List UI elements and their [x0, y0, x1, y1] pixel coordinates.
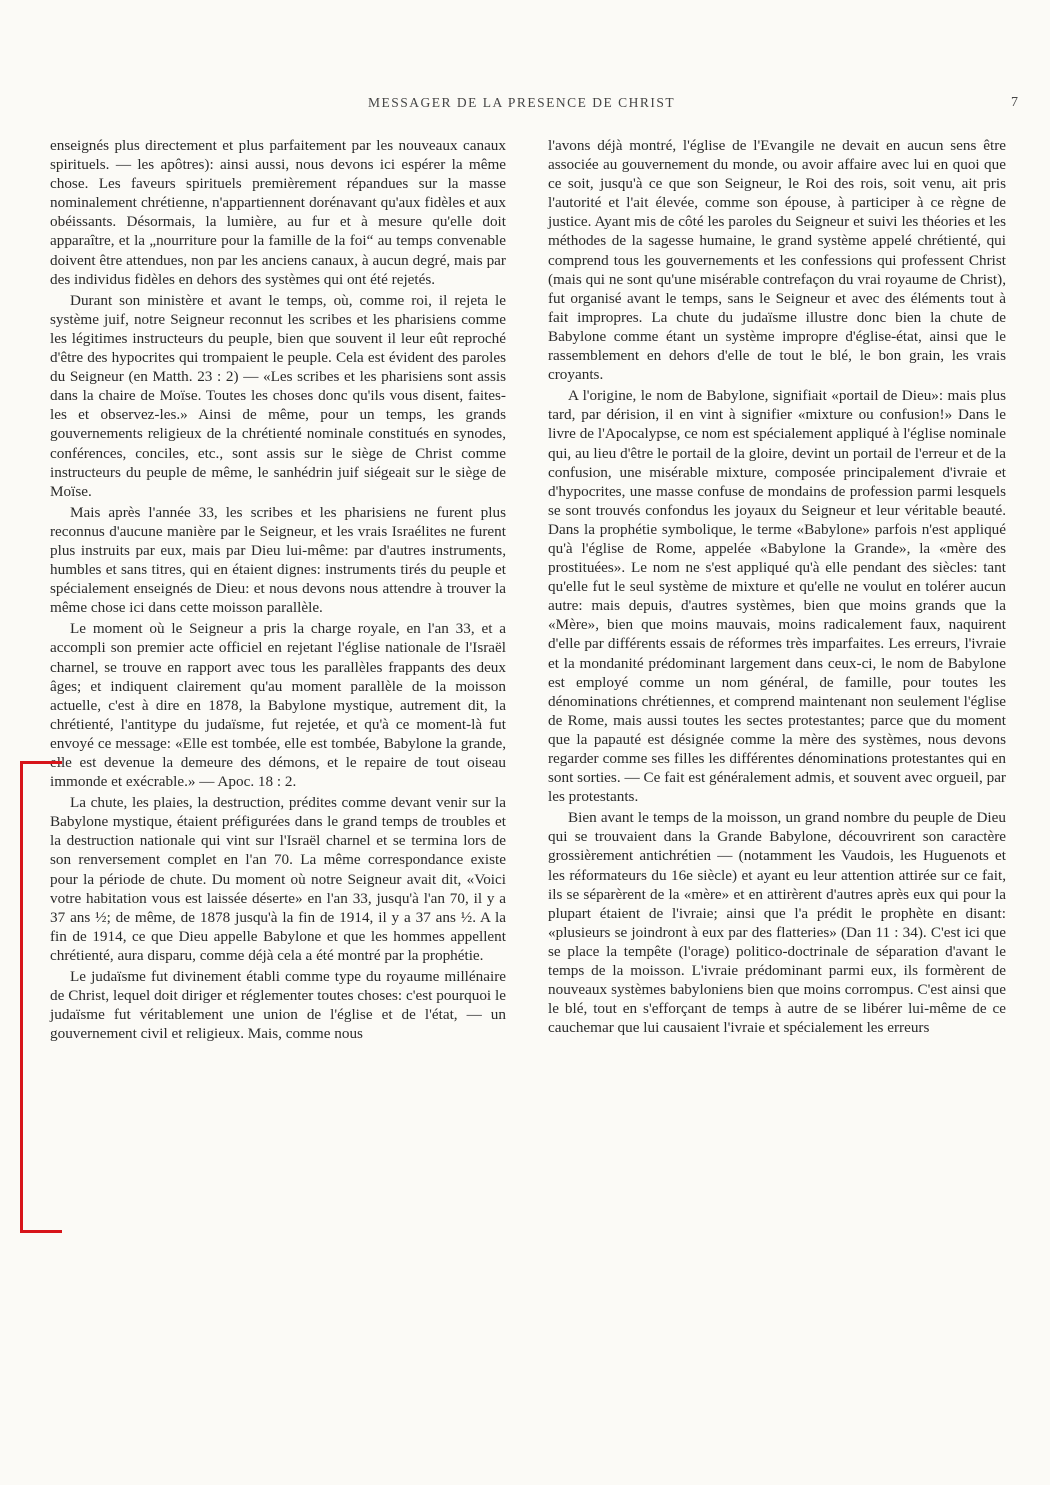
page-header: [48, 95, 1018, 117]
running-title: MESSAGER DE LA PRESENCE DE CHRIST: [368, 95, 676, 110]
paragraph: Bien avant le temps de la moisson, un grand nombre du peuple de Dieu qui se trouvaient dans la Grande Babylone, découvrirent son caractère grossièrement antichrétien — (notamment les Vaudois, les Huguenots et les réformateurs du 16e siècle) et ayant eu leur attention attirée sur ce fait, ils se séparèrent de la «mère» et en attirèrent d'autres après eux qui pour la plupart étaient de l'ivraie; ainsi que l'a prédit le prophète en disant: «plusieurs se joindront à eux par des flatteries» (Dan 11 : 34). C'est ici que se place la tempête (l'orage) politico-doctrinale de séparation d'avant le temps de la moisson. L'ivraie prédominant parmi eux, ils formèrent de nouveaux systèmes babyloniens bien que moins corrompus. C'est ainsi que le blé, tout en s'efforçant de temps à autre de se libérer lui-même de ce cauchemar que lui causaient l'ivraie et spécialement les erreurs: [548, 809, 1006, 1037]
right-column: [548, 136, 1006, 1037]
highlighted-paragraph: Le moment où le Seigneur a pris la charge royale, en l'an 33, et a accompli son premier acte officiel en rejetant l'église nationale de l'Israël charnel, se trouve en rapport avec tous les parallèles frappants des deux âges; et indiquent clairement qu'au moment parallèle de la moisson actuelle, c'est à dire en 1878, la Babylone mystique, autrement dit, la chrétienté, l'antitype du judaïsme, fut rejetée, et qu'à ce moment-là fut envoyé ce message: «Elle est tombée, elle est tombée, Babylone la grande, elle est devenue la demeure des démons, et le repaire de tout oiseau immonde et exécrable.» — Apoc. 18 : 2.: [50, 620, 506, 791]
paragraph: enseignés plus directement et plus parfaitement par les nouveaux canaux spirituels. — les apôtres): ainsi aussi, nous devons ici espérer la même chose. Les faveurs spirituels premièrement répandues sur la masse nominalement chrétienne, n'appartiennent dorénavant qu'aux fidèles et aux obéissants. Désormais, la lumière, au fur et à mesure qu'elle doit apparaître, et la „nourriture pour la famille de la foi“ au temps convenable doivent être attendues, non par les anciens canaux, à aucun degré, mais par des individus fidèles en dehors des systèmes qui ont été rejetés.: [50, 137, 506, 288]
paragraph: l'avons déjà montré, l'église de l'Evangile ne devait en aucun sens être associée au gouvernement du monde, ou avoir affaire avec lui en quoi que ce soit, jusqu'à ce que son Seigneur, le Roi des rois, soit venu, ait pris l'autorité et l'ait élevée, comme son épouse, à participer à ce règne de justice. Ayant mis de côté les paroles du Seigneur et suivi les théories et les méthodes de la sagesse humaine, le grand système appelé chrétienté, qui comprend tous les gouvernements et les confessions qui professent Christ (mais qui ne sont qu'une misérable contrefaçon du vrai royaume de Christ), fut organisé avant le temps, sans le Seigneur et avec des éléments tout à fait impropres. La chute du judaïsme illustre donc bien la chute de Babylone comme étant un système impropre d'église-état, ainsi que le rassemblement en dehors d'elle de tout le blé, le bon grain, les vrais croyants.: [548, 137, 1006, 384]
page-number: 7: [1011, 95, 1018, 110]
highlighted-paragraph: La chute, les plaies, la destruction, prédites comme devant venir sur la Babylone mystique, étaient préfigurées dans le grand temps de troubles et la destruction nationale qui vint sur l'Israël charnel et se termina lors de son renversement complet en l'an 70. La même correspondance existe pour la période de chute. Du moment où notre Seigneur avait dit, «Voici votre habitation vous est laissée déserte» en l'an 33, jusqu'à l'an 70, il y a 37 ans ½; de même, de 1878 jusqu'à la fin de 1914, il y a 37 ans ½. A la fin de 1914, ce que Dieu appelle Babylone et que les hommes appellent chrétienté, aura disparu, comme déjà cela a été montré par la prophétie.: [50, 794, 506, 964]
paragraph: Le judaïsme fut divinement établi comme type du royaume millénaire de Christ, lequel doit diriger et réglementer toutes choses: c'est pourquoi le judaïsme fut véritablement une union de l'église et de l'état, — un gouvernement civil et religieux. Mais, comme nous: [50, 968, 506, 1043]
red-margin-bracket: [20, 761, 62, 1233]
left-column: [50, 136, 506, 1043]
paragraph: Mais après l'année 33, les scribes et les pharisiens ne furent plus reconnus d'aucune manière par le Seigneur, et les vrais Israélites ne furent plus instruits par eux, mais par Dieu lui-même: par d'autres instruments, humbles et sans titres, qui en étaient dignes: instruments tirés du peuple et spécialement enseignés de Dieu: et nous devons nous attendre à trouver la même chose ici dans cette moisson parallèle.: [50, 503, 506, 617]
paragraph: Durant son ministère et avant le temps, où, comme roi, il rejeta le système juif, notre Seigneur reconnut les scribes et les pharisiens comme les légitimes instructeurs du peuple, bien que souvent il leur eût reproché d'être des hypocrites qui trompaient le peuple. Cela est évident des paroles du Seigneur (en Matth. 23 : 2) — «Les scribes et les pharisiens sont assis dans la chaire de Moïse. Toutes les choses donc qu'ils vous disent, faites-les et observez-les.» Ainsi de même, pour un temps, les grands gouvernements religieux de la chrétienté nominale constitués en synodes, conférences, conciles, etc., sont assis sur le siège de Christ comme instructeurs du peuple de même, le sanhédrin juif siégeait sur le siège de Moïse.: [50, 291, 506, 500]
paragraph: A l'origine, le nom de Babylone, signifiait «portail de Dieu»: mais plus tard, par dérision, il en vint à signifier «mixture ou confusion!» Dans le livre de l'Apocalypse, ce nom est spécialement appliqué à l'église nominale qui, au lieu d'être le portail de la gloire, devint un portail de l'erreur et de la confusion, une misérable mixture, composée principalement d'ivraie et d'hypocrites, une masse confuse de mondains de profession parmi lesquels se sont trouvés confondus les joyaux du Seigneur et leur véritable beauté. Dans la prophétie symbolique, le terme «Babylone» parfois n'est appliqué qu'à l'église de Rome, appelée «Babylone la Grande», la «mère des prostituées». Le nom ne s'est appliqué qu'à elle pendant des siècles: tant qu'elle fut le seul système de mixture et qu'elle ne voulut en tolérer aucun autre: mais depuis, d'autres systèmes, bien que moins grands que la «Mère», bien que moins mauvais, moins radicalement faux, naquirent d'elle par différents essais de réformes très imparfaites. Les erreurs, l'ivraie et la mondanité prédominant largement dans ceux-ci, le nom de Babylone est employé comme un nom général, de famille, pour toutes les dénominations chrétiennes, et comprend maintenant non seulement l'église de Rome, mais aussi toutes les sectes protestantes; parce que du moment que la papauté est désignée comme la mère des systèmes, nous devons regarder comme ses filles les différentes dénominations protestantes qui en sont sorties. — Ce fait est généralement admis, et souvent avec orgueil, par les protestants.: [548, 387, 1006, 806]
